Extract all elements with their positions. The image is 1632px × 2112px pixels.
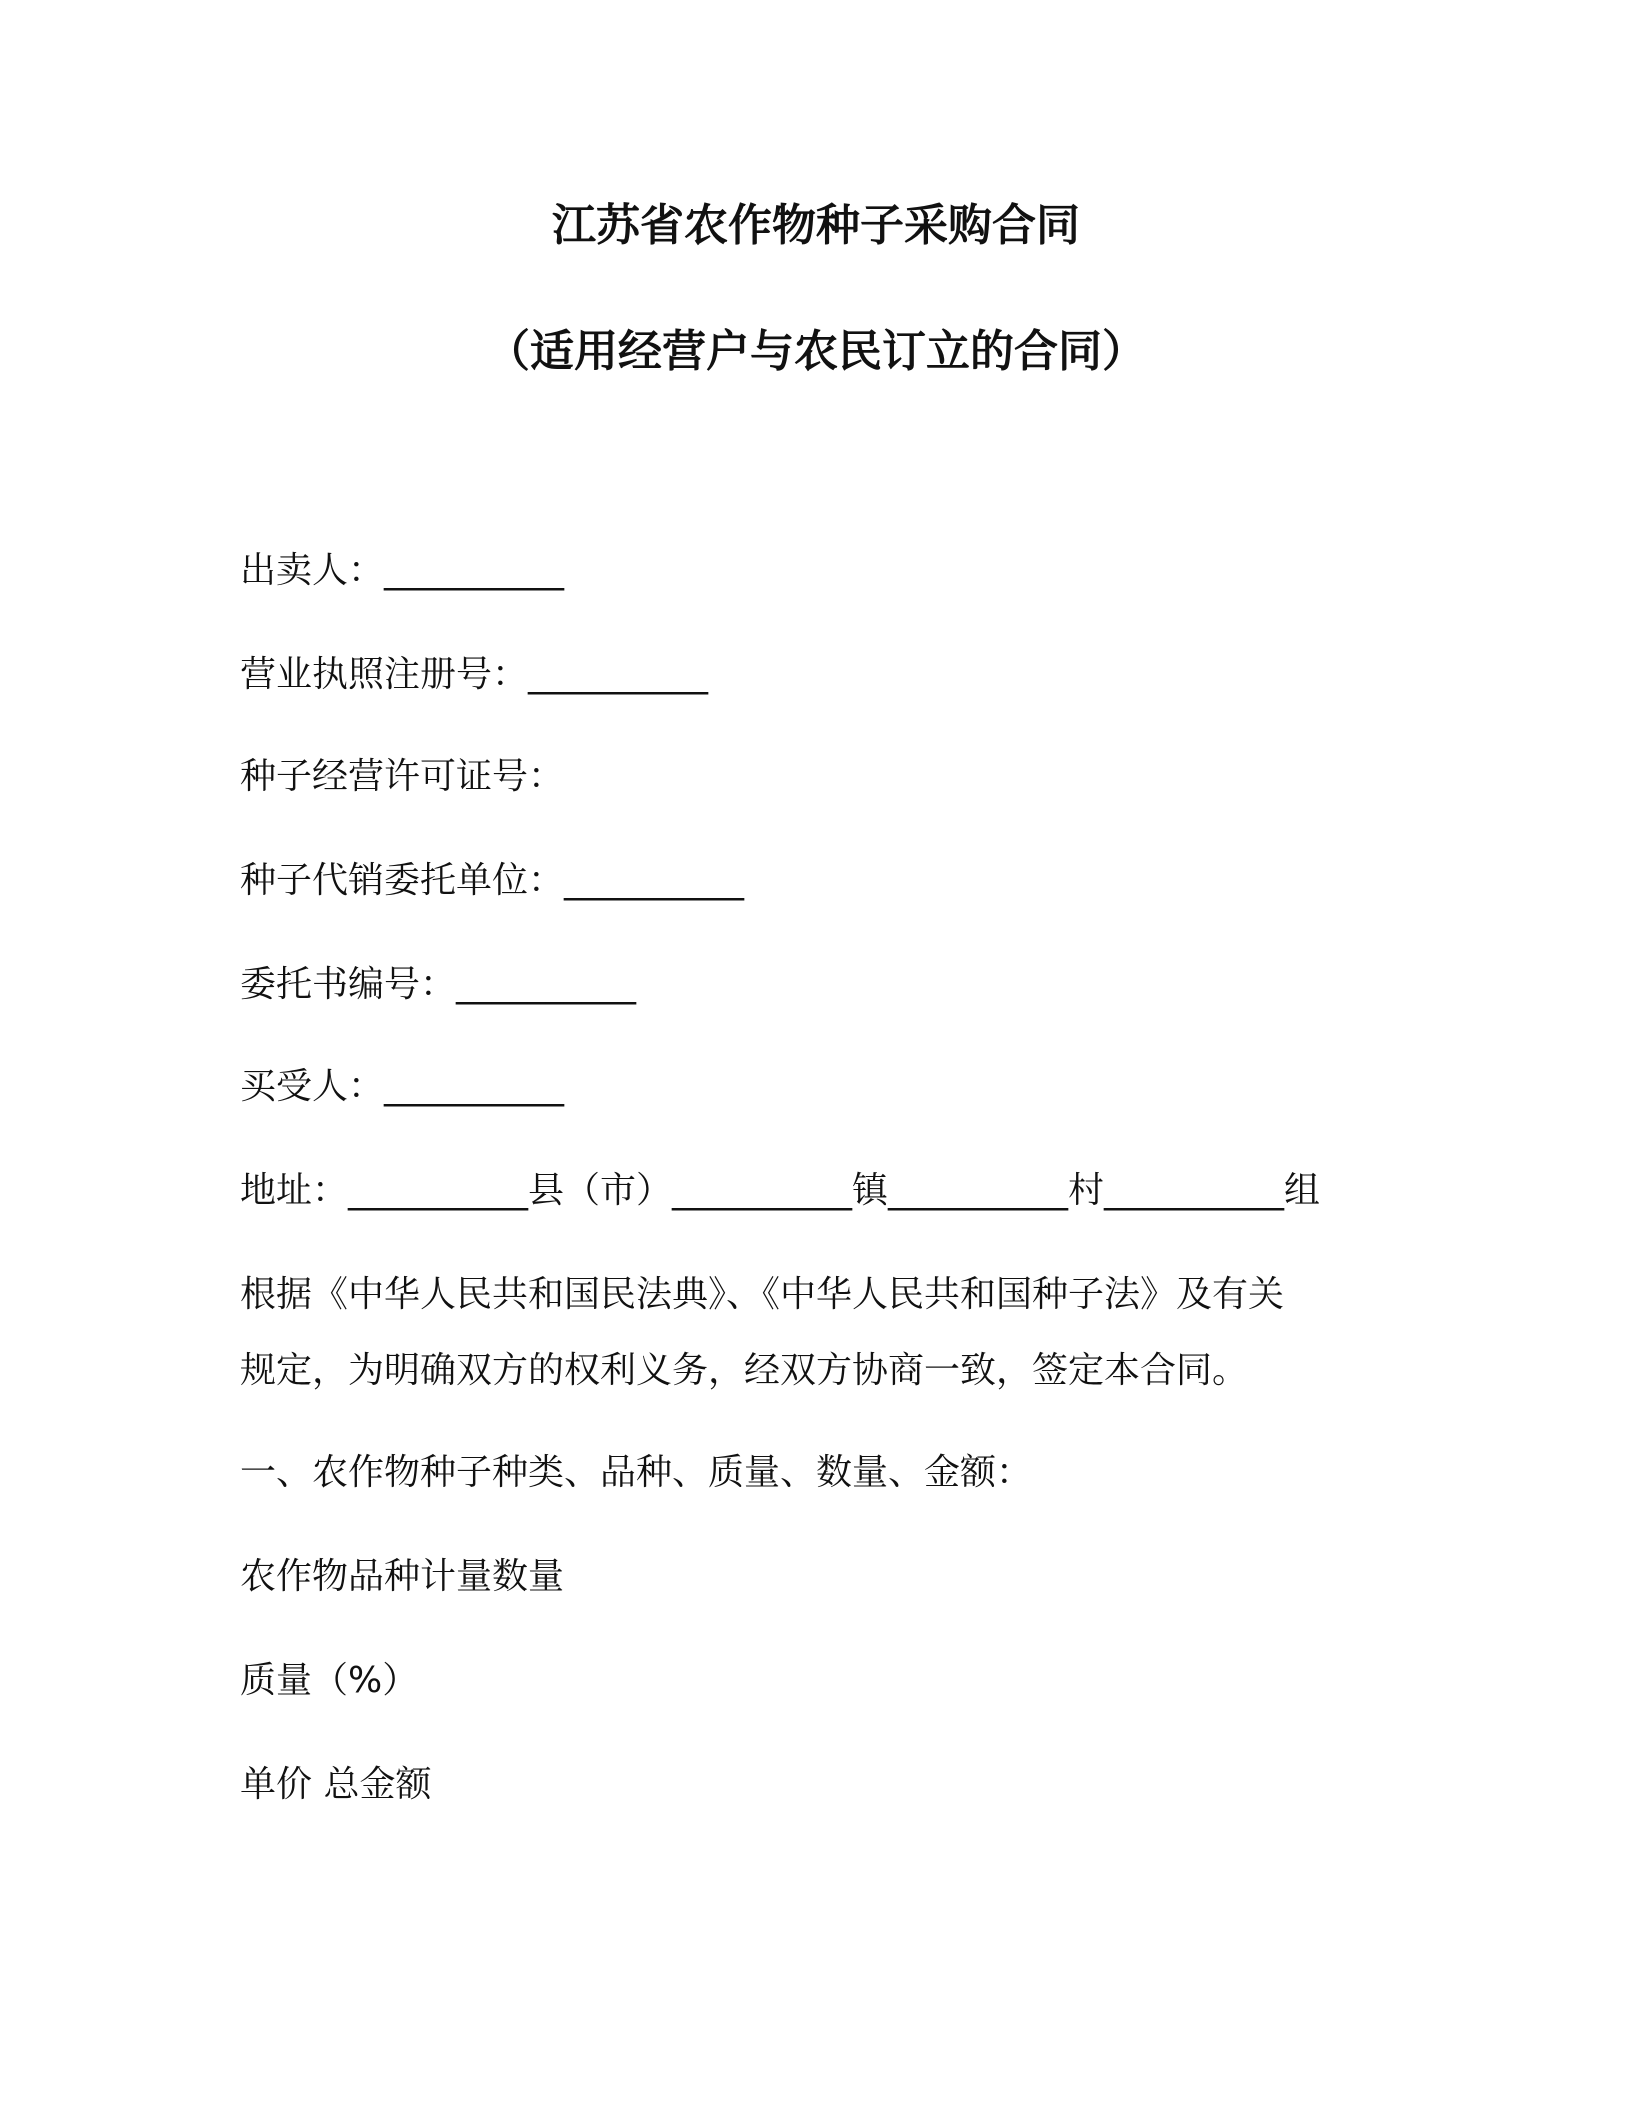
seller-field: 出卖人：__________ xyxy=(240,550,565,591)
table-header-line3: 单价 总金额 xyxy=(240,1764,432,1805)
basis-paragraph-line2: 规定，为明确双方的权利义务，经双方协商一致，签定本合同。 xyxy=(240,1350,1249,1391)
seed-license-field: 种子经营许可证号： xyxy=(240,756,565,797)
business-license-field: 营业执照注册号：__________ xyxy=(240,654,709,695)
address-field: 地址：__________县（市）__________镇__________村__________组 xyxy=(240,1170,1321,1211)
consignor-field: 种子代销委托单位：__________ xyxy=(240,860,745,901)
contract-subtitle: （适用经营户与农民订立的合同） xyxy=(486,326,1146,377)
section1-heading: 一、农作物种子种类、品种、质量、数量、金额： xyxy=(240,1452,1033,1493)
entrust-number-field: 委托书编号：__________ xyxy=(240,964,637,1005)
table-header-line1: 农作物品种计量数量 xyxy=(240,1556,565,1597)
contract-title: 江苏省农作物种子采购合同 xyxy=(552,200,1080,251)
buyer-field: 买受人：__________ xyxy=(240,1066,565,1107)
basis-paragraph-line1: 根据《中华人民共和国民法典》、《中华人民共和国种子法》及有关 xyxy=(240,1274,1285,1315)
table-header-line2: 质量（%） xyxy=(240,1660,419,1701)
